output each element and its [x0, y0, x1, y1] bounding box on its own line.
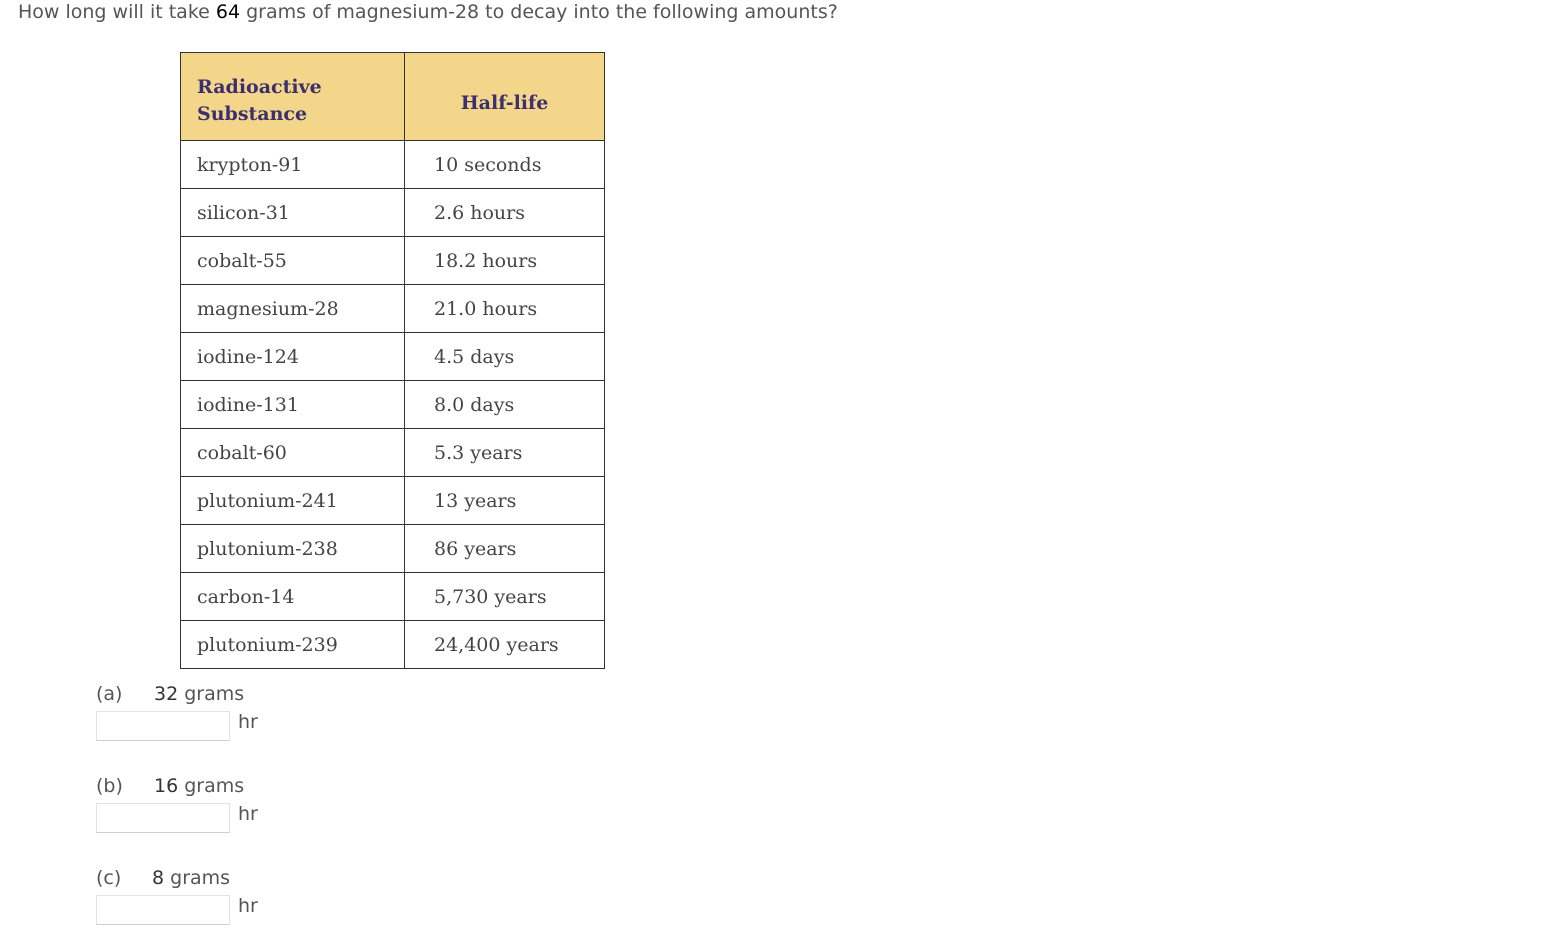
part-c-answer-input[interactable]	[96, 895, 230, 925]
part-c-letter: (c)	[96, 867, 122, 889]
part-a	[96, 682, 244, 706]
part-b-unit: hr	[238, 803, 258, 825]
header-substance: Radioactive Substance	[181, 53, 405, 141]
table-header-row	[181, 53, 605, 141]
part-c	[96, 866, 230, 890]
substance-cell: cobalt-55	[181, 237, 405, 285]
part-b-amount-unit: grams	[178, 775, 245, 797]
substance-cell: plutonium-238	[181, 525, 405, 573]
part-b-answer-input[interactable]	[96, 803, 230, 833]
half-life-cell: 5,730 years	[405, 573, 605, 621]
header-half-life: Half-life	[405, 53, 605, 141]
part-b-amount: 16	[154, 775, 179, 797]
half-life-cell: 8.0 days	[405, 381, 605, 429]
part-a-answer-input[interactable]	[96, 711, 230, 741]
half-life-cell: 5.3 years	[405, 429, 605, 477]
table-row	[181, 429, 605, 477]
table-row	[181, 141, 605, 189]
half-life-cell: 18.2 hours	[405, 237, 605, 285]
table-row	[181, 381, 605, 429]
part-c-answer-row	[96, 895, 258, 925]
half-life-cell: 4.5 days	[405, 333, 605, 381]
table-row	[181, 237, 605, 285]
substance-cell: magnesium-28	[181, 285, 405, 333]
table-row	[181, 573, 605, 621]
part-a-amount-unit: grams	[178, 683, 245, 705]
substance-cell: carbon-14	[181, 573, 405, 621]
part-b	[96, 774, 244, 798]
question-mass: 64	[215, 1, 241, 23]
part-a-answer-row	[96, 711, 258, 741]
part-c-unit: hr	[238, 895, 258, 917]
table-row	[181, 189, 605, 237]
part-a-amount: 32	[154, 683, 179, 705]
question-prefix: How long will it take	[18, 1, 216, 23]
part-c-amount: 8	[152, 867, 165, 889]
half-life-cell: 86 years	[405, 525, 605, 573]
question-suffix: grams of magnesium-28 to decay into the following amounts?	[240, 1, 838, 23]
half-life-table	[180, 52, 605, 669]
substance-cell: krypton-91	[181, 141, 405, 189]
part-a-unit: hr	[238, 711, 258, 733]
half-life-cell: 21.0 hours	[405, 285, 605, 333]
part-a-letter: (a)	[96, 683, 123, 705]
half-life-cell: 10 seconds	[405, 141, 605, 189]
question-text	[18, 0, 838, 24]
half-life-cell: 13 years	[405, 477, 605, 525]
substance-cell: iodine-131	[181, 381, 405, 429]
part-b-letter: (b)	[96, 775, 123, 797]
table-row	[181, 621, 605, 669]
substance-cell: cobalt-60	[181, 429, 405, 477]
table-row	[181, 285, 605, 333]
table-body	[181, 141, 605, 669]
substance-cell: iodine-124	[181, 333, 405, 381]
substance-cell: silicon-31	[181, 189, 405, 237]
part-b-answer-row	[96, 803, 258, 833]
table-row	[181, 525, 605, 573]
part-c-amount-unit: grams	[164, 867, 231, 889]
substance-cell: plutonium-239	[181, 621, 405, 669]
table-row	[181, 477, 605, 525]
table-row	[181, 333, 605, 381]
half-life-cell: 24,400 years	[405, 621, 605, 669]
substance-cell: plutonium-241	[181, 477, 405, 525]
half-life-cell: 2.6 hours	[405, 189, 605, 237]
